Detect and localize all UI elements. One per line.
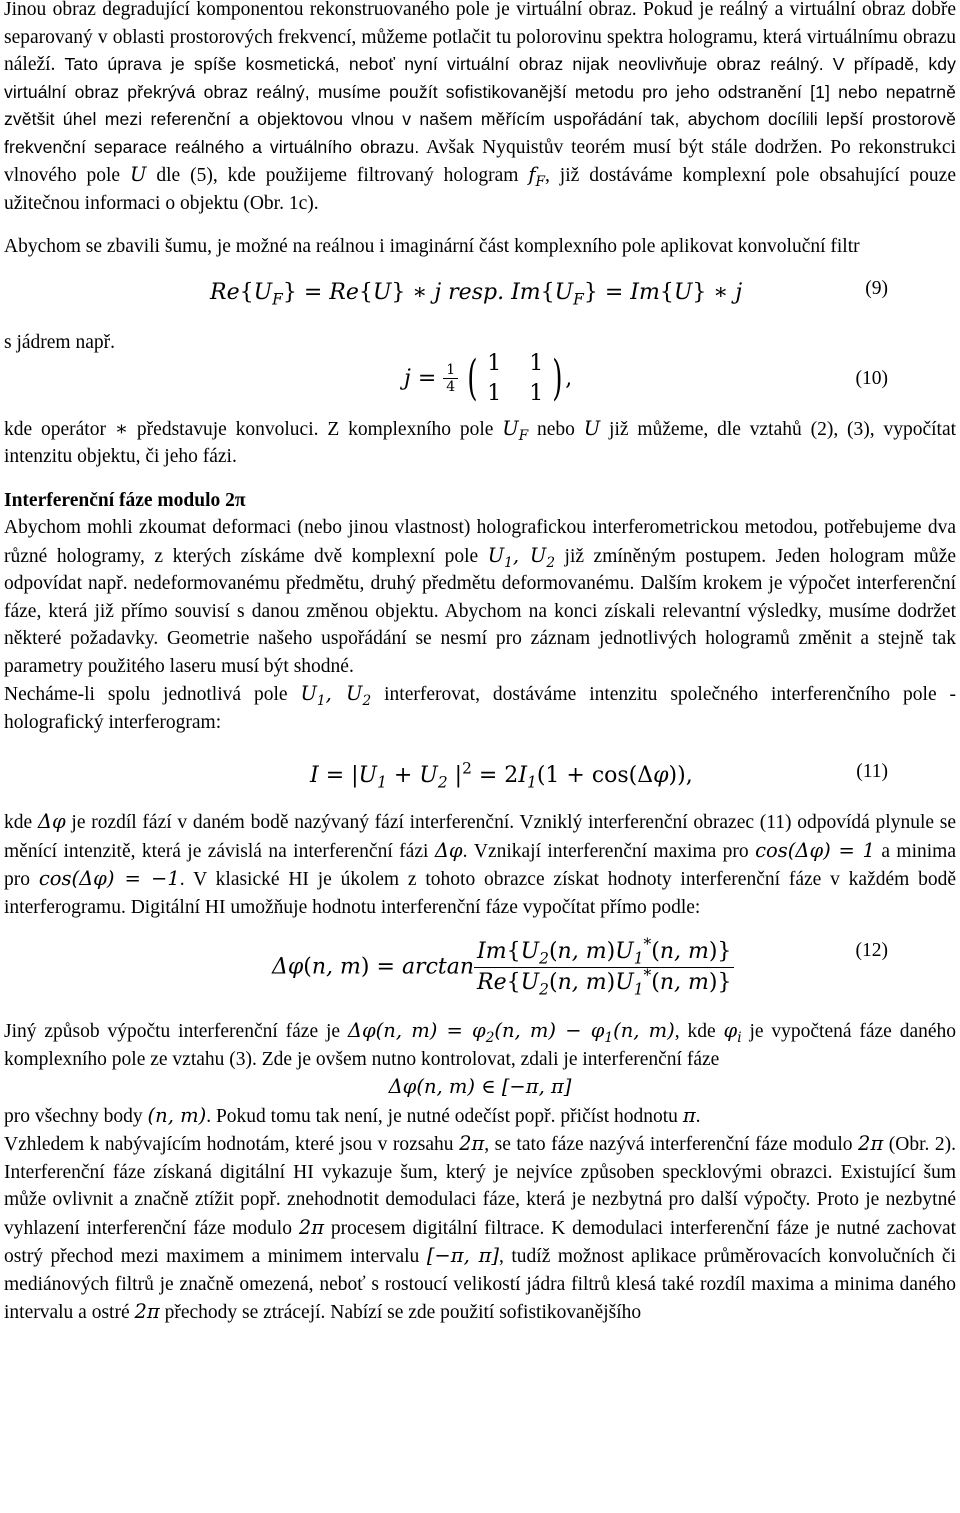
section-heading: Interferenční fáze modulo 2π <box>4 489 246 511</box>
symbol-U-F-main: U <box>502 416 519 440</box>
symbol-f-F <box>528 163 546 190</box>
text-kernel-label: s jádrem např. <box>4 331 116 353</box>
text-alt-d: pro všechny body <box>4 1105 143 1127</box>
text-operator-c: nebo <box>537 418 575 440</box>
fraction-denominator: 4 <box>446 379 456 395</box>
symbol-two-pi: 2π <box>134 1300 160 1323</box>
symbol-U: U <box>583 416 601 440</box>
text-alt-c: je vypočtená fáze daného komplexního pole ze vztahu (3). Zde je ovšem nutno kontrolovat, zdali je interferenční fáze <box>4 1021 957 1070</box>
text-interference-a: Necháme-li spolu jednotlivá pole <box>4 684 288 705</box>
paragraph-noise <box>4 233 956 261</box>
symbol-dphi-def-text: Δφ(n, m) = φ <box>347 1019 486 1042</box>
symbol-delta-phi: Δφ <box>434 838 463 862</box>
equation-12 <box>4 921 956 1017</box>
paragraph-all-points: pro všechny body (n, m). Pokud tomu tak není, je nutné odečíst popř. přičíst hodnotu π. <box>4 1103 701 1127</box>
text-reconstruction-a: Po rekonstrukci vlnového pole <box>4 136 956 186</box>
paragraph-phase-diff <box>4 808 956 921</box>
equation-11-number: (11) <box>856 761 888 782</box>
symbol-dphi-range: Δφ(n, m) ∈ [−π, π] <box>388 1075 572 1098</box>
equation-9-body: $Re\{U_F\} = Re\{U\}$ ∗ j resp. $Im\{U_F\} = Im\{U\}$ ∗ j <box>210 279 743 308</box>
text-cosmetic-note: Tato úprava je spíše kosmetická, neboť nyní virtuální obraz nijak neovlivňuje obraz reálný. <box>64 54 824 74</box>
matrix-cell: 1 <box>529 380 544 406</box>
text-modulo-b: , se tato fáze nazývá interferenční fáze modulo <box>484 1134 853 1155</box>
equation-12-body: Δφ(n, m) = arctan $\frac{Im\{U_2(n, m)U_1^*(n, m)\}}{Re\{U_2(n, m)U_1^*(n, m)\}}$ <box>272 937 734 998</box>
matrix-cell: 1 <box>487 350 502 376</box>
text-operator-d: již můžeme, dle vztahů (2), (3), vypočítat intenzitu objektu, či jeho fázi. <box>4 418 957 467</box>
equation-11 <box>4 736 956 808</box>
text-phase-d: a minima pro <box>4 840 957 890</box>
paragraph-operator <box>4 415 956 471</box>
equation-range <box>4 1073 956 1102</box>
text-operator-a: kde operátor <box>4 418 106 440</box>
text-phase-c: . Vznikají interferenční maxima pro <box>462 840 749 862</box>
symbol-two-pi: 2π <box>858 1132 884 1155</box>
equation-10-body: j = $\frac{1}{4}$ ( 1 1 1 1 ) , <box>404 349 572 409</box>
symbol-dphi-definition: Δφ(n, $m) = \varphi_2(n$, $m) - \varphi_1(n$, m) <box>347 1019 675 1046</box>
symbol-U: U <box>130 163 147 186</box>
symbol-U1-U2: $U_1$, $U_2$ <box>300 682 372 709</box>
text-alt-a: Jiný způsob výpočtu interferenční fáze je <box>4 1021 341 1042</box>
text-noise-filter: Abychom se zbavili šumu, je možné na reálnou i imaginární část komplexního pole aplikovat konvoluční filtr <box>4 236 860 257</box>
text-reconstruction-b: dle (5), kde použijeme filtrovaný hologram <box>156 165 519 186</box>
matrix-cell: 1 <box>529 350 544 376</box>
symbol-two-pi: 2π <box>298 1215 325 1239</box>
text-modulo-e: , tudíž možnost aplikace průměrovacích konvolučních či mediánových filtrů je značně omezená, neboť s rostoucí velikostí jádra filtrů klesá také rozdíl maxima a minima daného intervalu a ostré <box>4 1246 957 1323</box>
text-deformation: Abychom mohli zkoumat deformaci (nebo jinou vlastnost) holografickou interferometrickou metodou, potřebujeme dva různé hologramy, z kterých získáme dvě komplexní pole <box>4 517 956 567</box>
fraction-numerator: 1 <box>443 362 458 379</box>
text-interference-b: interferovat, dostáváme intenzitu společného interferenčního pole - holografický interferogram: <box>4 684 957 733</box>
symbol-phi-i <box>723 1019 742 1046</box>
equation-12-number: (12) <box>855 940 888 961</box>
equation-12-arctan: arctan <box>401 954 475 980</box>
symbol-convolution: ∗ <box>114 418 129 440</box>
symbol-pi: π <box>682 1103 696 1127</box>
equation-9-number: (9) <box>865 277 888 299</box>
text-phase-a: kde <box>4 812 33 833</box>
equation-10-matrix: ( 1 1 1 1 ) <box>465 349 565 409</box>
equation-10 <box>4 323 956 415</box>
paragraph-alt-method <box>4 1017 956 1073</box>
equation-11-body: $I = |U_1 + U_2$ $|^2 = 2I_1(1 + \cos(\Delta\varphi))$, <box>310 759 693 792</box>
paragraph-virtual-image <box>4 0 956 217</box>
text-modulo-f: přechody se ztrácejí. Nabízí se zde použití sofistikovanějšího <box>164 1302 642 1323</box>
text-reconstruction-c: , již dostáváme komplexní pole obsahující pouze užitečnou informaci o objektu (Obr. 1c). <box>4 165 956 214</box>
symbol-U-F <box>502 416 529 444</box>
text-phase-b: je rozdíl fází v daném bodě nazývaný fází interferenční. Vzniklý interferenční obrazec (11) odpovídá plynule se měnící intenzitě, která je závislá na interferenční fázi <box>4 812 957 862</box>
equation-9-resp: resp. <box>448 279 505 305</box>
document-page <box>4 0 956 1327</box>
symbol-cos-minus-one: cos(Δφ) = −1 <box>38 867 180 890</box>
symbol-nm: (n, m) <box>147 1103 207 1127</box>
text-alt-e: . Pokud tomu tak není, je nutné odečíst popř. přičíst hodnotu <box>206 1105 678 1127</box>
text-alt-b: , kde <box>674 1021 716 1042</box>
symbol-f: f <box>528 163 536 186</box>
paragraph-modulo <box>4 1130 956 1327</box>
equation-9 <box>4 261 956 323</box>
text-modulo-c: (Obr. 2). Interferenční fáze získaná digitální HI vykazuje šum, který je nejvíce způsoben specklovými obrazci. Existující šum může ovlivnit a značně ztížit popř. znehodnotit demodulaci fáze, která je nezbytná pro další výpočty. Proto je nezbytné vyhlazení interferenční fáze modulo <box>4 1134 957 1239</box>
paragraph-interference <box>4 680 956 736</box>
text-sophisticated-method: V případě, kdy virtuální obraz překrývá obraz reálný, musíme použít sofistikovanější metodu pro jeho odstranění [1] nebo nepatrně zvětšit úhel mezi referenční a objektovou vlnou v našem měřícím uspořádání tak, abychom docílili lepší prostorově frekvenční separace reálného a virtuálního obrazu. <box>4 54 957 157</box>
text-phase-e: . V klasické HI je úkolem z tohoto obrazce získat hodnoty interferenční fáze v každém bodě interferogramu. Digitální HI umožňuje hodnotu interferenční fáze vypočítat přímo podle: <box>4 869 957 918</box>
symbol-cos-one: cos(Δφ) = 1 <box>755 838 875 862</box>
symbol-f-sub: F <box>535 173 546 190</box>
symbol-delta-phi: Δφ <box>37 810 66 833</box>
symbol-phi-sub: i <box>737 1029 742 1046</box>
text-operator-b: představuje konvoluci. Z komplexního pole <box>136 418 494 440</box>
symbol-interval: [−π, π] <box>426 1244 500 1267</box>
text-deformation-end: již zmíněným postupem. Jeden hologram může odpovídat např. nedeformovanému předmětu, druhý předmětu deformovanému. Dalším krokem je výpočet interferenční fáze, která již přímo souvisí s danou změnou objektu. Abychom na konci získali relevantní výsledky, musíme dodržet některé požadavky. Geometrie našeho uspořádání se nesmí pro záznam jednotlivých hologramů změnit a stejně tak parametry použitého laseru musí být shodné. <box>4 545 957 677</box>
matrix-cell: 1 <box>487 380 502 406</box>
text-modulo-d: procesem digitální filtrace. K demodulaci interferenční fáze je nutné zachovat ostrý přechod mezi maximem a minimem intervalu <box>4 1217 957 1267</box>
symbol-two-pi: 2π <box>459 1132 485 1155</box>
equation-10-fraction <box>443 362 458 395</box>
symbol-U-F-sub: F <box>518 427 529 444</box>
text-modulo-a: Vzhledem k nabývajícím hodnotám, které jsou v rozsahu <box>4 1134 454 1155</box>
equation-12-fraction: $\frac{Im\{U_2(n, m)U_1^*(n, m)\}}{Re\{U_2(n, m)U_1^*(n, m)\}}$ <box>474 937 734 998</box>
equation-10-number: (10) <box>855 367 888 389</box>
symbol-U1-U2: $U_1$, $U_2$ <box>487 543 556 571</box>
text-virtual-image: Jinou obraz degradující komponentou rekonstruovaného pole je virtuální obraz. Pokud je reálný a virtuální obraz dobře separovaný v oblasti prostorových frekvencí, můžeme potlačit tu polorovinu spektra hologramu, která virtuálnímu obrazu náleží. <box>4 0 956 75</box>
symbol-phi: φ <box>723 1019 738 1042</box>
text-nyquist: Avšak Nyquistův teorém musí být stále dodržen. <box>426 136 823 158</box>
paragraph-deformation <box>4 514 956 680</box>
